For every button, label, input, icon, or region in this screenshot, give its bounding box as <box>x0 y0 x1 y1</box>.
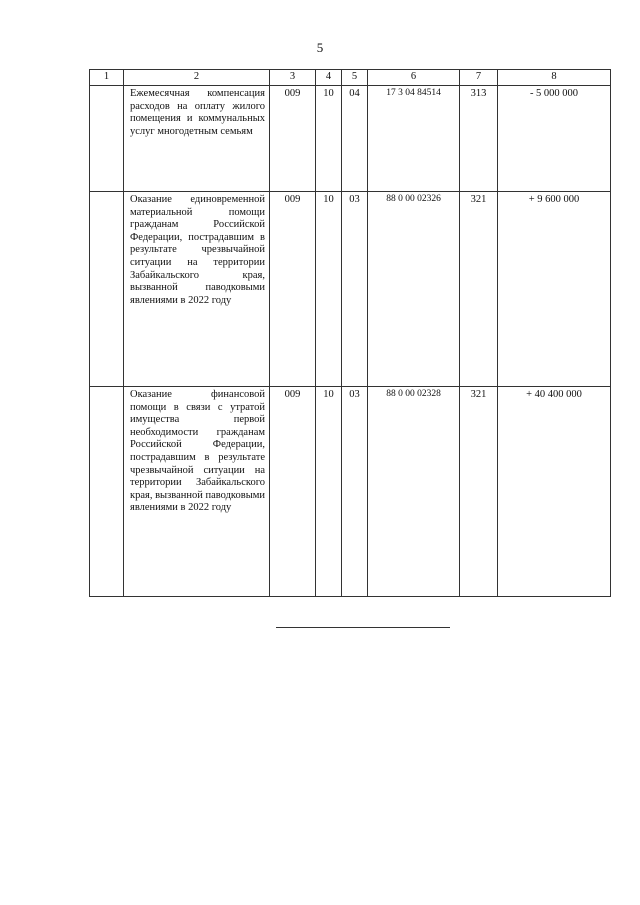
header-col-4: 4 <box>316 70 342 86</box>
amount-cell: - 5 000 000 <box>498 86 611 192</box>
row-number-cell <box>90 192 124 387</box>
grbs-cell: 009 <box>270 387 316 597</box>
row-number-cell <box>90 387 124 597</box>
table-row <box>90 192 611 387</box>
description-cell: Оказание единовременной материальной помощи гражданам Российской Федерации, пострадавшим в результате чрезвычайной ситуации на территории Забайкальского края, вызванной паводковыми явлениями в 2022 году <box>124 192 270 387</box>
row-number-cell <box>90 86 124 192</box>
expense-type-cell: 313 <box>460 86 498 192</box>
grbs-cell: 009 <box>270 86 316 192</box>
target-article-cell: 88 0 00 02326 <box>368 192 460 387</box>
page-number: 5 <box>316 40 324 55</box>
budget-table <box>89 69 611 597</box>
header-col-8: 8 <box>498 70 611 86</box>
description-cell: Оказание финансовой помощи в связи с утратой имущества первой необходимости гражданам Российской Федерации, пострадавшим в результате чрезвычайной ситуации на территории Забайкальского края, вызванной паводковыми явлениями в 2022 году <box>124 387 270 597</box>
expense-type-cell: 321 <box>460 192 498 387</box>
section-cell: 10 <box>316 86 342 192</box>
amount-cell: + 40 400 000 <box>498 387 611 597</box>
closing-divider-line <box>276 627 450 628</box>
amount-cell: + 9 600 000 <box>498 192 611 387</box>
header-col-5: 5 <box>342 70 368 86</box>
subsection-cell: 03 <box>342 387 368 597</box>
section-cell: 10 <box>316 192 342 387</box>
header-col-7: 7 <box>460 70 498 86</box>
header-col-1: 1 <box>90 70 124 86</box>
subsection-cell: 03 <box>342 192 368 387</box>
description-cell: Ежемесячная компенсация расходов на оплату жилого помещения и коммунальных услуг многодетным семьям <box>124 86 270 192</box>
header-col-6: 6 <box>368 70 460 86</box>
grbs-cell: 009 <box>270 192 316 387</box>
table-row <box>90 86 611 192</box>
header-col-2: 2 <box>124 70 270 86</box>
table-row <box>90 387 611 597</box>
subsection-cell: 04 <box>342 86 368 192</box>
header-col-3: 3 <box>270 70 316 86</box>
target-article-cell: 17 3 04 84514 <box>368 86 460 192</box>
header-row <box>90 70 611 86</box>
expense-type-cell: 321 <box>460 387 498 597</box>
section-cell: 10 <box>316 387 342 597</box>
target-article-cell: 88 0 00 02328 <box>368 387 460 597</box>
